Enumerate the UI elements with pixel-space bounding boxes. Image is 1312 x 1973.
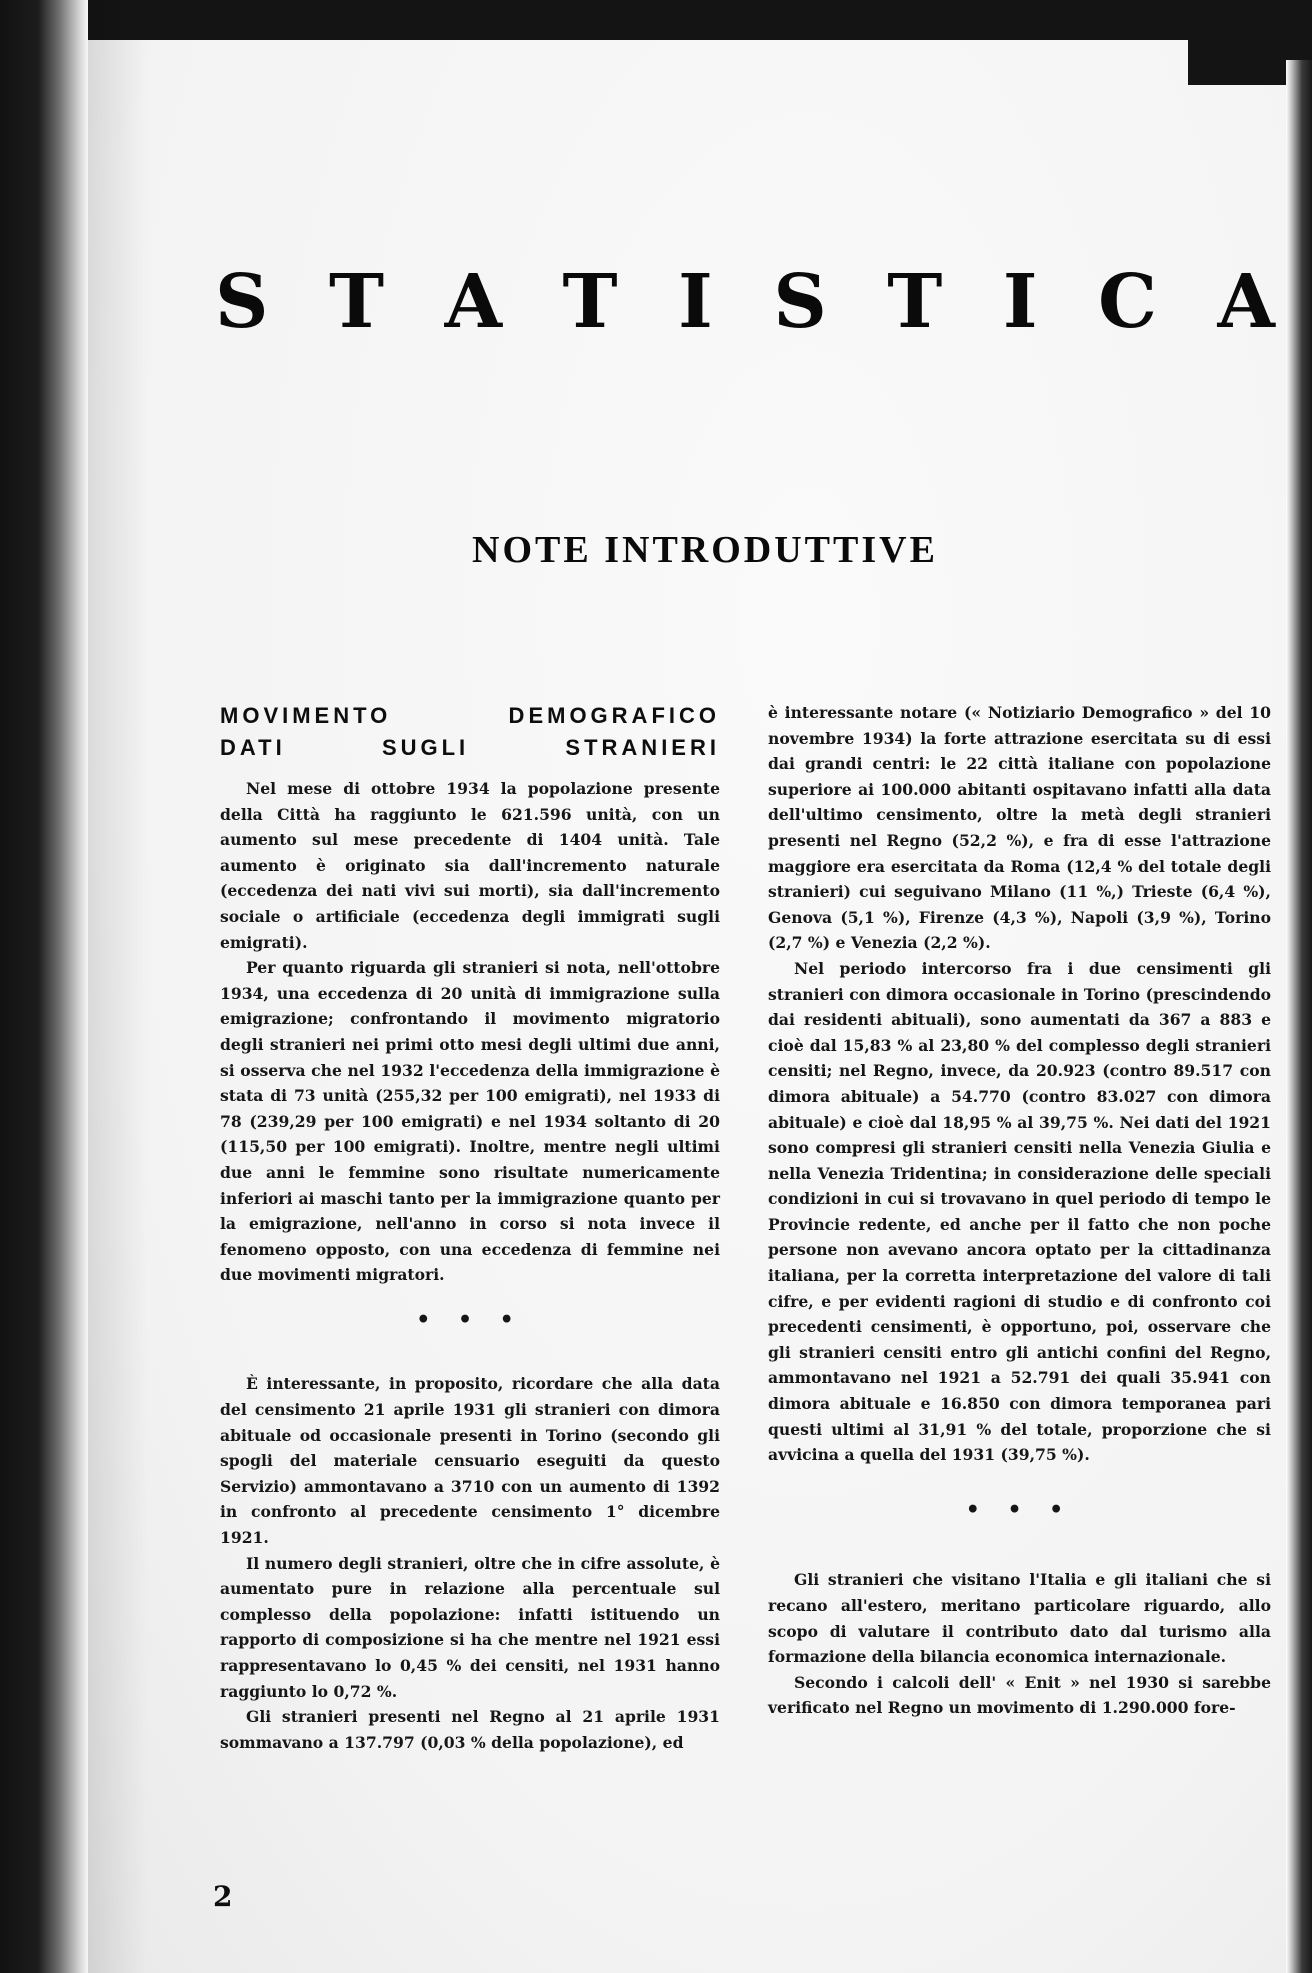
scan-border-left <box>0 0 88 1973</box>
paragraph: Secondo i calcoli dell' « Enit » nel 1930 si sarebbe verificato nel Regno un movimento di 1.290.000 fore- <box>768 1672 1271 1718</box>
section-heading-demografico: MOVIMENTO DEMOGRAFICO <box>220 703 720 728</box>
scan-gutter-shadow <box>88 0 148 1973</box>
section-separator: • • • <box>416 1306 524 1333</box>
scan-border-top <box>0 0 1190 40</box>
paragraph: Il numero degli stranieri, oltre che in cifre assolute, è aumentato pure in relazione alla percentuale sul complesso della popolazione: infatti istituendo un rapporto di composizione si ha che mentre nel 1921 essi rappresentavano lo 0,45 % dei censiti, nel 1931 hanno raggiunto lo 0,72 %. <box>220 1553 720 1701</box>
paragraph: Nel mese di ottobre 1934 la popolazione presente della Città ha raggiunto le 621.596 unità, con un aumento sul mese precedente di 1404 unità. Tale aumento è originato sia dall'incremento naturale (eccedenza dei nati vivi sui morti), sia dall'incremento sociale o artificiale (eccedenza degli immigrati sugli emigrati). <box>220 779 720 952</box>
title-letter: A <box>444 259 503 345</box>
title-letter: C <box>1098 259 1157 345</box>
page-number: 2 <box>213 1880 233 1913</box>
title-letter: A <box>1217 259 1275 345</box>
title-letter: T <box>328 259 385 345</box>
paragraph: è interessante notare (« Notiziario Demografico » del 10 novembre 1934) la forte attrazione esercitata su di essi dai grandi centri: le 22 città italiane con popolazione superiore ai 100.000 abitanti ospitavano infatti alla data dell'ultimo censimento, oltre la metà degli stranieri presenti nel Regno (52,2 %), e fra di esse l'attrazione maggiore era esercitata da Roma (12,4 % del totale degli stranieri) cui seguivano Milano (11 %,) Trieste (6,4 %), Genova (5,1 %), Firenze (4,3 %), Napoli (3,9 %), Torino (2,7 %) e Venezia (2,2 %). <box>768 703 1271 953</box>
section-separator: • • • <box>965 1496 1074 1523</box>
section-heading-stranieri: DATI SUGLI STRANIERI <box>220 735 720 760</box>
page-title <box>215 259 1275 345</box>
title-letter: T <box>562 259 618 345</box>
paragraph: Nel periodo intercorso fra i due censimenti gli stranieri con dimora occasionale in Torino (prescindendo dai residenti abituali), sono aumentati da 367 a 883 e cioè dal 15,83 % al 23,80 % del complesso degli stranieri censiti; nel Regno, invece, da 20.923 (contro 89.517 con dimora abituale) a 54.770 (contro 83.027 con dimora abituale) e cioè dal 18,95 % al 39,75 %. Nei dati del 1921 sono compresi gli stranieri censiti nella Venezia Giulia e nella Venezia Tridentina; in considerazione delle speciali condizioni in cui si trovavano in quel periodo di tempo le Provincie redente, ed anche per il fatto che non poche persone non avevano ancora optato per la cittadinanza italiana, per la corretta interpretazione del valore di tali cifre, e per evidenti ragioni di studio e di confronto coi precedenti censimenti, è opportuno, poi, osservare che gli stranieri censiti entro gli antichi confini del Regno, ammontavano nel 1921 a 52.791 dei quali 35.941 con dimora abituale e 16.850 con dimora temporanea pari questi ultimi al 31,91 % del totale, proporzione che si avvicina a quella del 1931 (39,75 %). <box>768 958 1271 1465</box>
right-column <box>768 700 1271 1721</box>
paragraph: Gli stranieri presenti nel Regno al 21 aprile 1931 sommavano a 137.797 (0,03 % della popolazione), ed <box>220 1707 720 1752</box>
paragraph: È interessante, in proposito, ricordare che alla data del censimento 21 aprile 1931 gli stranieri con dimora abituale od occasionale presenti in Torino (secondo gli spogli del materiale censuario eseguiti da questo Servizio) ammontavano a 3710 con un aumento di 1392 in confronto al precedente censimento 1° dicembre 1921. <box>220 1374 720 1548</box>
paragraph: Gli stranieri che visitano l'Italia e gli italiani che si recano all'estero, meritano particolare riguardo, allo scopo di valutare il contributo dato dal turismo alla formazione della bilancia economica internazionale. <box>768 1570 1271 1667</box>
title-letter: T <box>887 259 943 345</box>
left-column <box>220 700 720 1755</box>
paragraph: Per quanto riguarda gli stranieri si nota, nell'ottobre 1934, una eccedenza di 20 unità di immigrazione sulla emigrazione; confrontando il movimento migratorio degli stranieri nei primi otto mesi degli ultimi due anni, si osserva che nel 1932 l'eccedenza della immigrazione è stata di 73 unità (255,32 per 100 emigrati), nel 1933 di 78 (239,29 per 100 emigrati) e nel 1934 soltanto di 20 (115,50 per 100 emigrati). Inoltre, mentre negli ultimi due anni le femmine sono risultate numericamente inferiori ai maschi tanto per la immigrazione quanto per la emigrazione, nell'anno in corso si nota invece il fenomeno opposto, con una eccedenza di femmine nei due movimenti migratori. <box>220 958 720 1285</box>
title-letter: I <box>678 259 713 345</box>
title-letter: I <box>1002 259 1038 345</box>
title-letter: S <box>215 259 269 345</box>
scan-border-right <box>1286 60 1312 1973</box>
title-letter: S <box>773 259 827 345</box>
section-subtitle: NOTE INTRODUTTIVE <box>472 529 938 571</box>
